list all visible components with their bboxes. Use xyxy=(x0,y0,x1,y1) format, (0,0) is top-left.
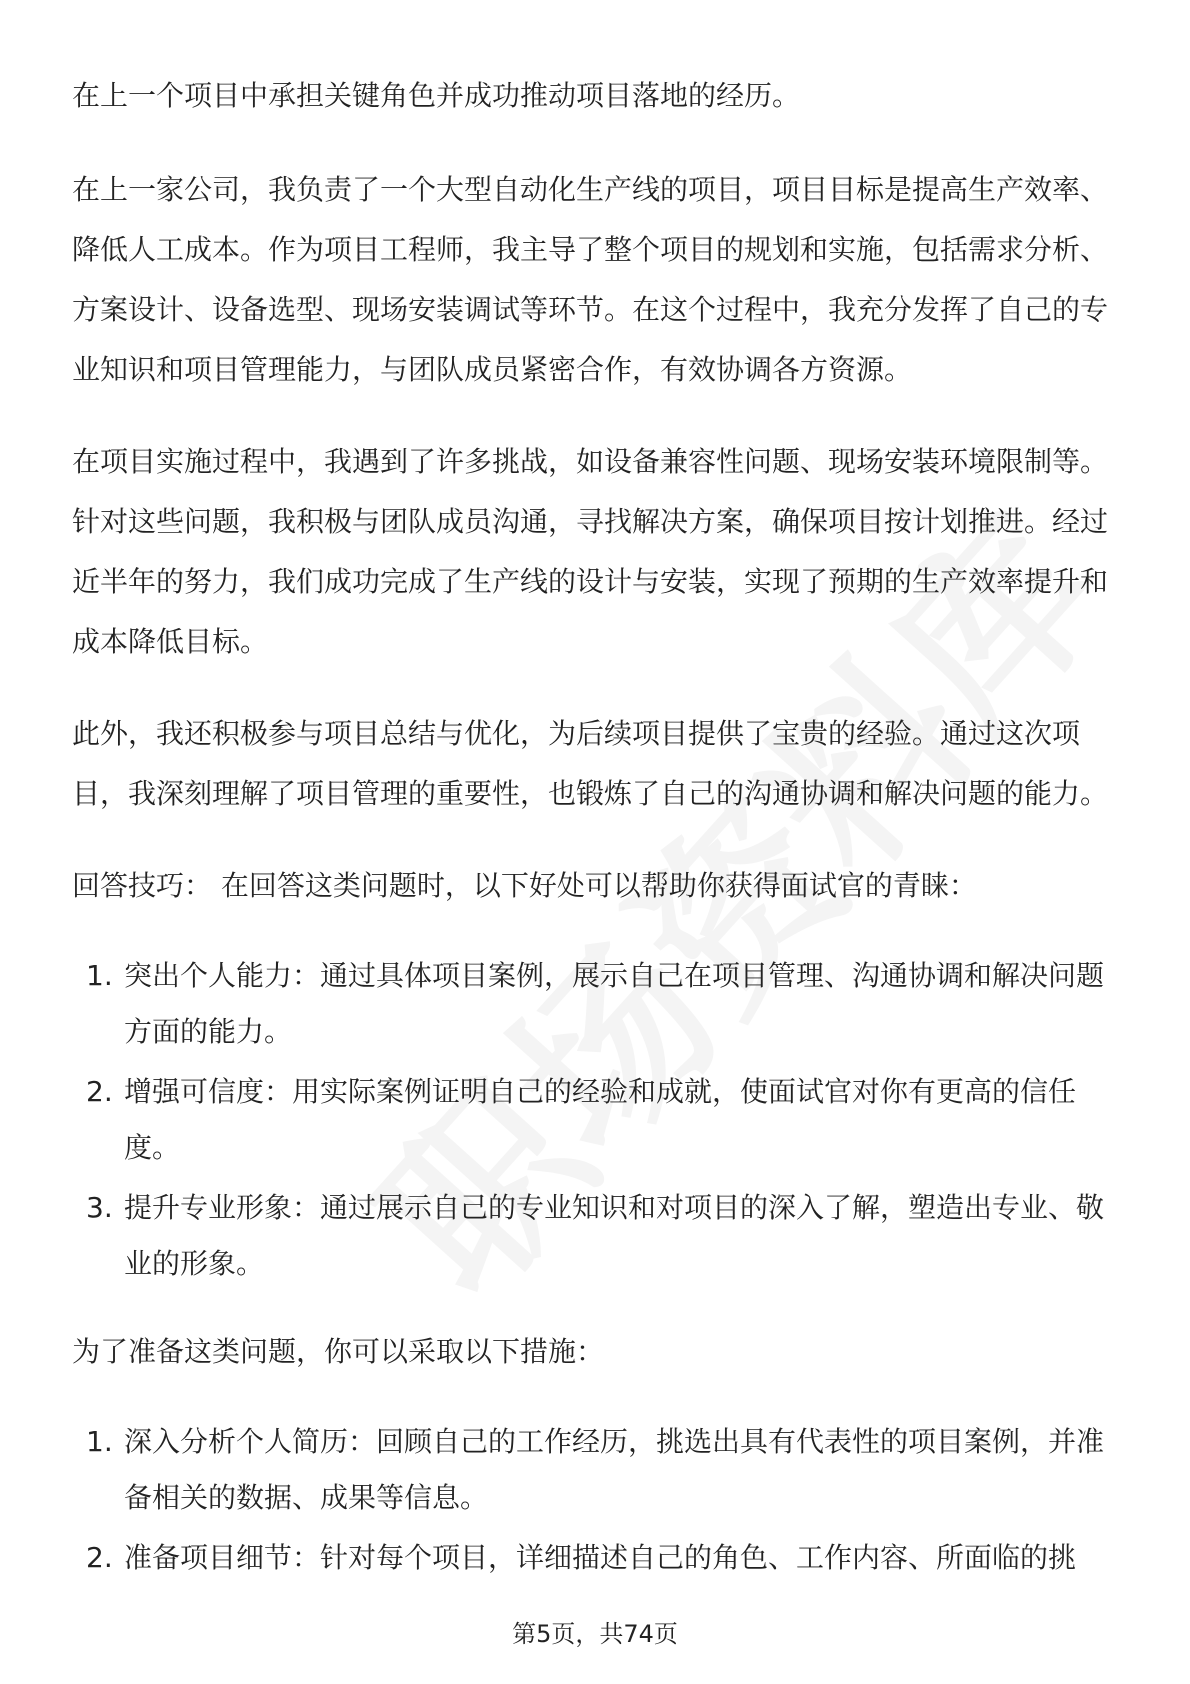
paragraph-answer-3: 此外，我还积极参与项目总结与优化，为后续项目提供了宝贵的经验。通过这次项目，我深刻理解了项目管理的重要性，也锻炼了自己的沟通协调和解决问题的能力。 xyxy=(72,717,1109,810)
paragraph-answer-1: 在上一家公司，我负责了一个大型自动化生产线的项目，项目目标是提高生产效率、降低人工成本。作为项目工程师，我主导了整个项目的规划和实施，包括需求分析、方案设计、设备选型、现场安装调试等环节。在这个过程中，我充分发挥了自己的专业知识和项目管理能力，与团队成员紧密合作，有效协调各方资源。 xyxy=(72,173,1109,386)
list-item-text: 增强可信度：用实际案例证明自己的经验和成就，使面试官对你有更高的信任度。 xyxy=(124,1075,1077,1164)
list-item xyxy=(72,948,1122,1060)
list-item xyxy=(72,1180,1122,1292)
page-number-footer: 第5页，共74页 xyxy=(512,1620,678,1648)
list-item xyxy=(72,1064,1122,1176)
tips-list xyxy=(72,948,1122,1292)
paragraph-prep-intro: 为了准备这类问题，你可以采取以下措施： xyxy=(72,1335,605,1368)
paragraph-tips-intro: 回答技巧： 在回答这类问题时，以下好处可以帮助你获得面试官的青睐： xyxy=(72,869,977,902)
list-number: 3. xyxy=(86,1191,113,1224)
list-item xyxy=(72,1414,1122,1526)
list-item xyxy=(72,1530,1122,1586)
prep-list xyxy=(72,1414,1122,1586)
list-item-text: 突出个人能力：通过具体项目案例，展示自己在项目管理、沟通协调和解决问题方面的能力。 xyxy=(124,959,1105,1048)
list-item-text: 提升专业形象：通过展示自己的专业知识和对项目的深入了解，塑造出专业、敬业的形象。 xyxy=(124,1191,1105,1280)
list-number: 1. xyxy=(86,959,113,992)
list-number: 1. xyxy=(86,1425,113,1458)
list-number: 2. xyxy=(86,1075,113,1108)
paragraph-answer-2: 在项目实施过程中，我遇到了许多挑战，如设备兼容性问题、现场安装环境限制等。针对这些问题，我积极与团队成员沟通，寻找解决方案，确保项目按计划推进。经过近半年的努力，我们成功完成了生产线的设计与安装，实现了预期的生产效率提升和成本降低目标。 xyxy=(72,445,1109,658)
list-item-text: 准备项目细节：针对每个项目，详细描述自己的角色、工作内容、所面临的挑 xyxy=(124,1541,1077,1574)
list-item-text: 深入分析个人简历：回顾自己的工作经历，挑选出具有代表性的项目案例，并准备相关的数据、成果等信息。 xyxy=(124,1425,1105,1514)
paragraph-question: 在上一个项目中承担关键角色并成功推动项目落地的经历。 xyxy=(72,79,801,112)
document-body xyxy=(72,66,1122,1616)
list-number: 2. xyxy=(86,1541,113,1574)
